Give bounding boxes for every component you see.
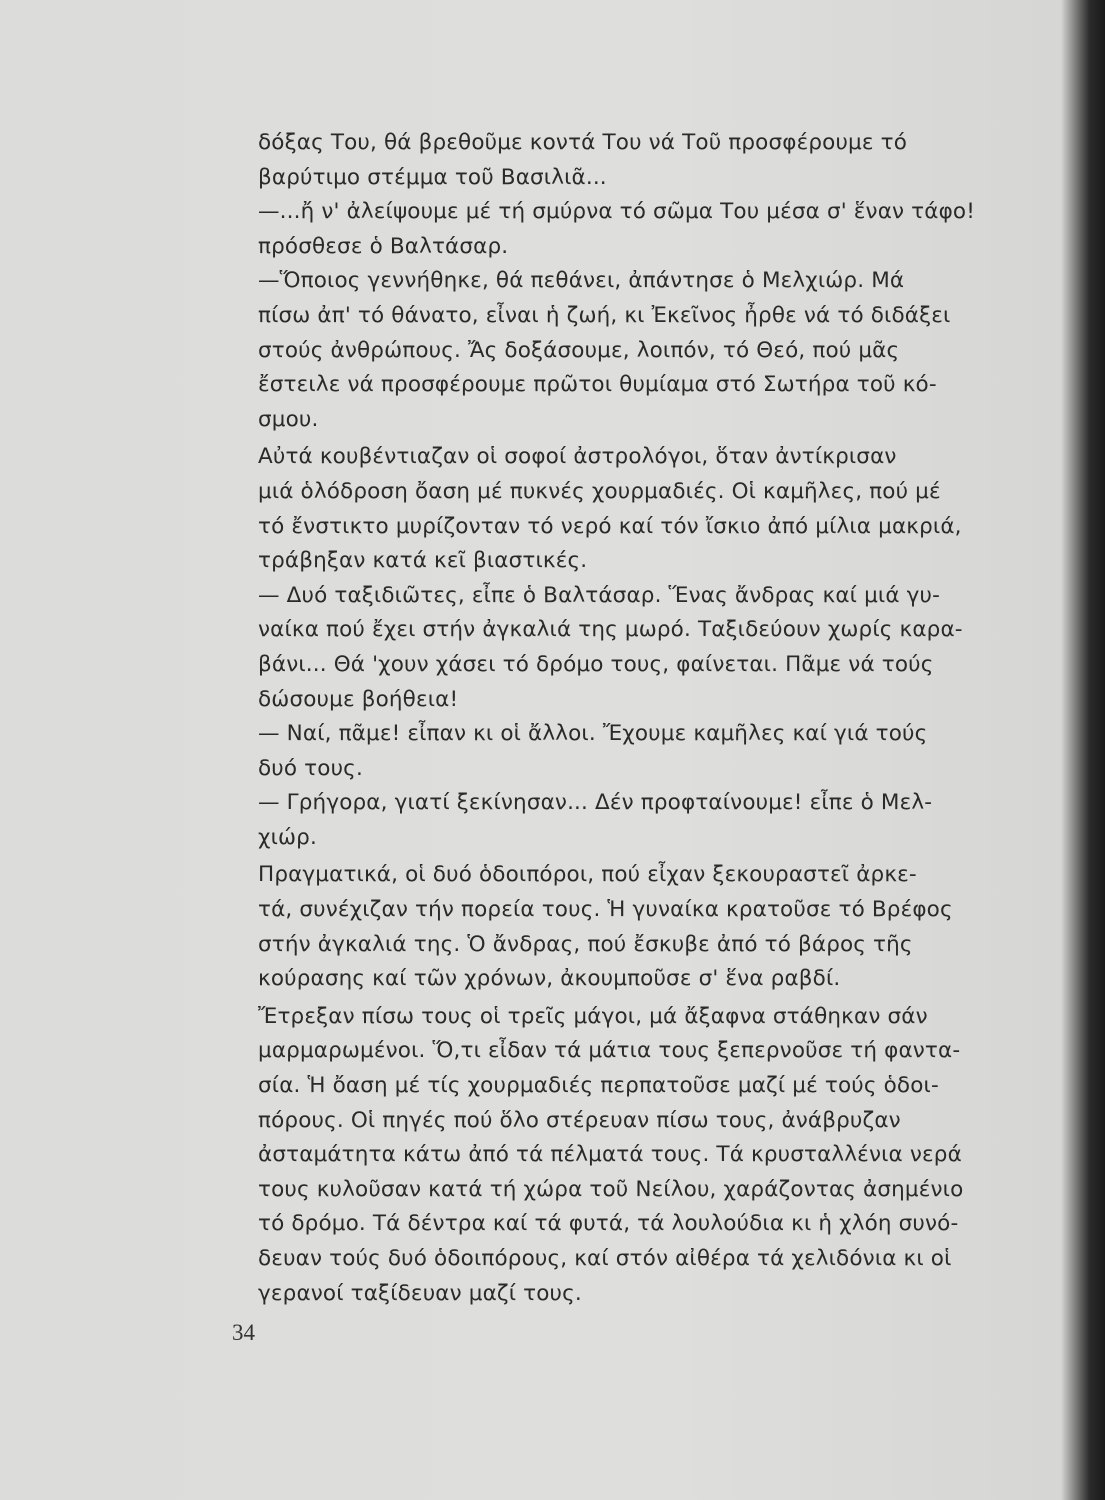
text-line: βάνι... Θά 'χουν χάσει τό δρόμο τους, φαίνεται. Πᾶμε νά τούς <box>258 651 934 677</box>
text-line: μιά ὁλόδροση ὄαση μέ πυκνές χουρμαδιές. Οἱ καμῆλες, πού μέ <box>258 478 941 504</box>
text-line: πόρους. Οἱ πηγές πού ὅλο στέρευαν πίσω τους, ἀνάβρυζαν <box>258 1107 901 1133</box>
text-line: δώσουμε βοήθεια! <box>258 686 459 712</box>
text-line: — Ναί, πᾶμε! εἶπαν κι οἱ ἄλλοι. Ἔχουμε καμῆλες καί γιά τούς <box>258 721 928 747</box>
text-line: — Δυό ταξιδιῶτες, εἶπε ὁ Βαλτάσαρ. Ἕνας ἄνδρας καί μιά γυ- <box>258 582 941 608</box>
text-line: τους κυλοῦσαν κατά τή χώρα τοῦ Νείλου, χαράζοντας ἀσημένιο <box>258 1176 964 1202</box>
text-line: μαρμαρωμένοι. Ὅ,τι εἶδαν τά μάτια τους ξεπερνοῦσε τή φαντα- <box>258 1038 961 1064</box>
text-line: στούς ἀνθρώπους. Ἄς δοξάσουμε, λοιπόν, τό Θεό, πού μᾶς <box>258 337 900 363</box>
text-line: Ἔτρεξαν πίσω τους οἱ τρεῖς μάγοι, μά ἄξαφνα στάθηκαν σάν <box>258 1003 928 1029</box>
text-line: ναίκα πού ἔχει στήν ἀγκαλιά της μωρό. Ταξιδεύουν χωρίς καρα- <box>258 617 963 643</box>
text-line: τό ἔνστικτο μυρίζονταν τό νερό καί τόν ἴσκιο ἀπό μίλια μακριά, <box>258 513 962 539</box>
text-line: τράβηξαν κατά κεῖ βιαστικές. <box>258 548 588 574</box>
text-line: πρόσθεσε ὁ Βαλτάσαρ. <box>258 233 509 259</box>
text-line: τά, συνέχιζαν τήν πορεία τους. Ἡ γυναίκα κρατοῦσε τό Βρέφος <box>258 897 953 923</box>
text-line: Πραγματικά, οἱ δυό ὁδοιπόροι, πού εἶχαν ξεκουραστεῖ ἀρκε- <box>258 862 917 888</box>
body-text <box>258 126 1018 1311</box>
text-line: βαρύτιμο στέμμα τοῦ Βασιλιᾶ... <box>258 164 607 190</box>
text-line: ἀσταμάτητα κάτω ἀπό τά πέλματά τους. Τά κρυσταλλένια νερά <box>258 1142 962 1168</box>
text-line: τό δρόμο. Τά δέντρα καί τά φυτά, τά λουλούδια κι ἡ χλόη συνό- <box>258 1211 959 1237</box>
text-line: ἔστειλε νά προσφέρουμε πρῶτοι θυμίαμα στό Σωτήρα τοῦ κό- <box>258 372 937 398</box>
text-line: — Γρήγορα, γιατί ξεκίνησαν... Δέν προφταίνουμε! εἶπε ὁ Μελ- <box>258 790 933 816</box>
text-line: χιώρ. <box>258 824 317 850</box>
text-line: στήν ἀγκαλιά της. Ὁ ἄνδρας, πού ἔσκυβε ἀπό τό βάρος τῆς <box>258 931 913 957</box>
text-line: πίσω ἀπ' τό θάνατο, εἶναι ἡ ζωή, κι Ἐκεῖνος ἦρθε νά τό διδάξει <box>258 302 951 328</box>
text-line: σία. Ἡ ὄαση μέ τίς χουρμαδιές περπατοῦσε μαζί μέ τούς ὁδοι- <box>258 1073 939 1099</box>
page-number: 34 <box>232 1320 255 1345</box>
text-line: δευαν τούς δυό ὁδοιπόρους, καί στόν αἰθέρα τά χελιδόνια κι οἱ <box>258 1246 952 1271</box>
text-line: δυό τους. <box>258 755 363 781</box>
text-line: γερανοί ταξίδευαν μαζί τους. <box>258 1280 582 1306</box>
text-line: δόξας Του, θά βρεθοῦμε κοντά Του νά Τοῦ προσφέρουμε τό <box>258 130 908 155</box>
text-line: —Ὅποιος γεννήθηκε, θά πεθάνει, ἀπάντησε ὁ Μελχιώρ. Μά <box>258 268 905 294</box>
text-line: Αὐτά κουβέντιαζαν οἱ σοφοί ἀστρολόγοι, ὅταν ἀντίκρισαν <box>258 444 897 470</box>
text-line: κούρασης καί τῶν χρόνων, ἀκουμποῦσε σ' ἕνα ραβδί. <box>258 966 841 992</box>
text-line: —...ἤ ν' ἀλείψουμε μέ τή σμύρνα τό σῶμα Του μέσα σ' ἕναν τάφο! <box>258 199 976 225</box>
text-line: σμου. <box>258 406 319 432</box>
